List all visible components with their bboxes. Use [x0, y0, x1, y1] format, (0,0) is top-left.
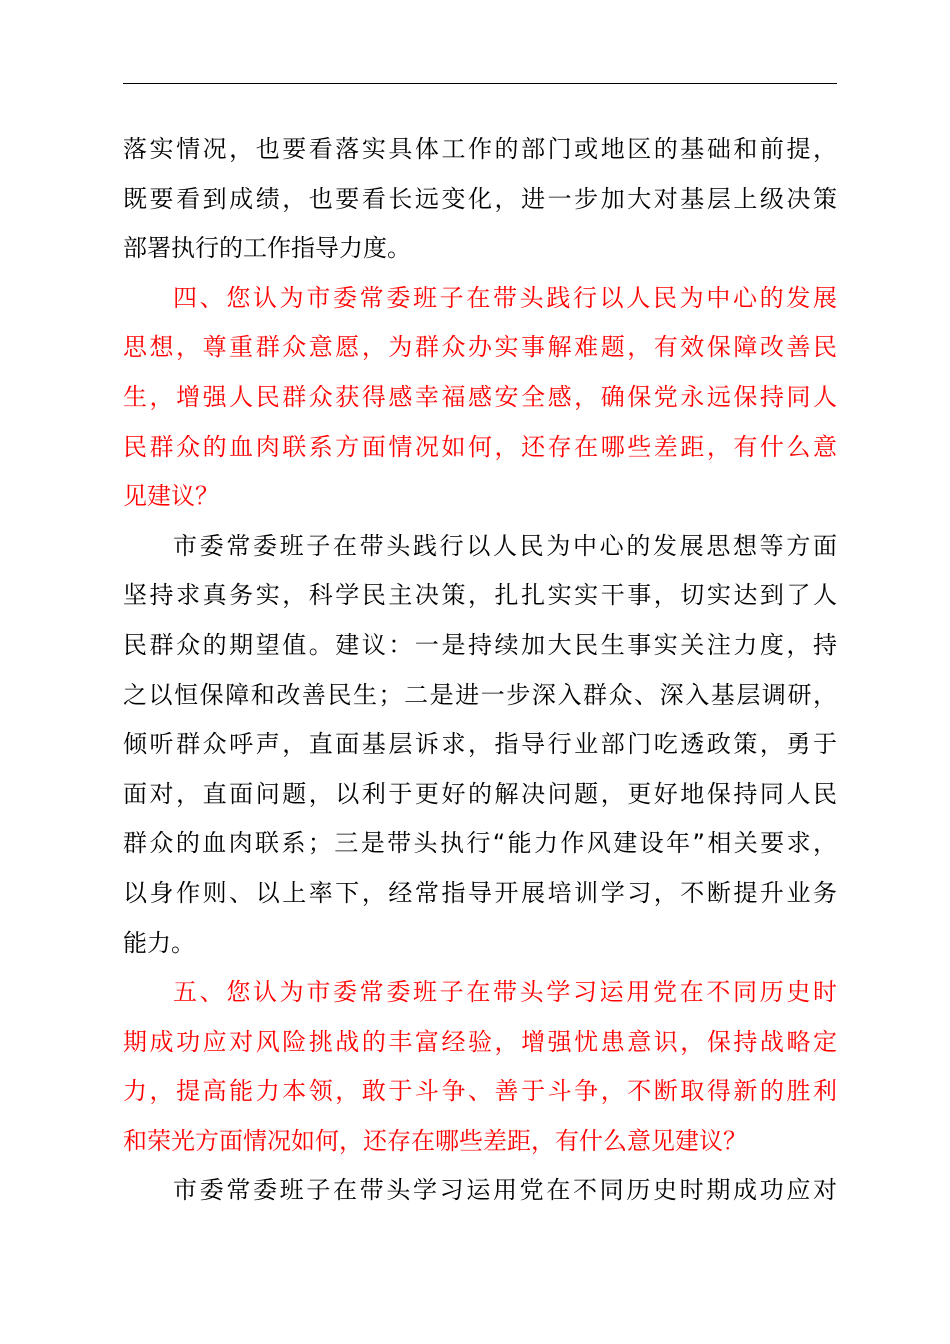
answer-five	[123, 1166, 837, 1216]
text-line: 既要看到成绩，也要看长远变化，进一步加大对基层上级决策	[123, 184, 837, 213]
answer-four	[123, 522, 837, 968]
text-line: 五、您认为市委常委班子在带头学习运用党在不同历史时	[173, 978, 837, 1007]
question-five	[123, 968, 837, 1166]
text-line: 四、您认为市委常委班子在带头践行以人民为中心的发展	[173, 283, 837, 312]
text-line: 力，提高能力本领，敢于斗争、善于斗争，不断取得新的胜利	[123, 1077, 837, 1106]
text-line: 群众的血肉联系；三是带头执行“能力作风建设年”相关要求，	[123, 829, 837, 858]
text-line: 坚持求真务实，科学民主决策，扎扎实实干事，切实达到了人	[123, 581, 837, 610]
text-line: 落实情况，也要看落实具体工作的部门或地区的基础和前提，	[123, 135, 837, 163]
text-line: 以身作则、以上率下，经常指导开展培训学习，不断提升业务	[123, 878, 837, 907]
text-line: 民群众的血肉联系方面情况如何，还存在哪些差距，有什么意	[123, 432, 837, 461]
text-line: 生，增强人民群众获得感幸福感安全感，确保党永远保持同人	[123, 382, 837, 411]
text-line: 之以恒保障和改善民生；二是进一步深入群众、深入基层调研，	[123, 680, 837, 709]
text-line: 和荣光方面情况如何，还存在哪些差距，有什么意见建议？	[123, 1126, 747, 1155]
answer-paragraph-continued	[123, 125, 837, 274]
question-four	[123, 274, 837, 522]
text-line: 倾听群众呼声，直面基层诉求，指导行业部门吃透政策，勇于	[123, 730, 837, 759]
text-line: 民群众的期望值。建议：一是持续加大民生事实关注力度，持	[123, 630, 837, 659]
document-body	[123, 125, 837, 1216]
text-line: 市委常委班子在带头学习运用党在不同历史时期成功应对	[173, 1176, 837, 1205]
text-line: 能力。	[123, 928, 195, 957]
text-line: 部署执行的工作指导力度。	[123, 234, 411, 263]
text-line: 见建议？	[123, 482, 219, 511]
header-rule	[123, 83, 837, 84]
text-line: 期成功应对风险挑战的丰富经验，增强忧患意识，保持战略定	[123, 1027, 837, 1056]
text-line: 面对，直面问题，以利于更好的解决问题，更好地保持同人民	[123, 779, 837, 808]
text-line: 思想，尊重群众意愿，为群众办实事解难题，有效保障改善民	[123, 333, 837, 362]
text-line: 市委常委班子在带头践行以人民为中心的发展思想等方面	[173, 531, 837, 560]
